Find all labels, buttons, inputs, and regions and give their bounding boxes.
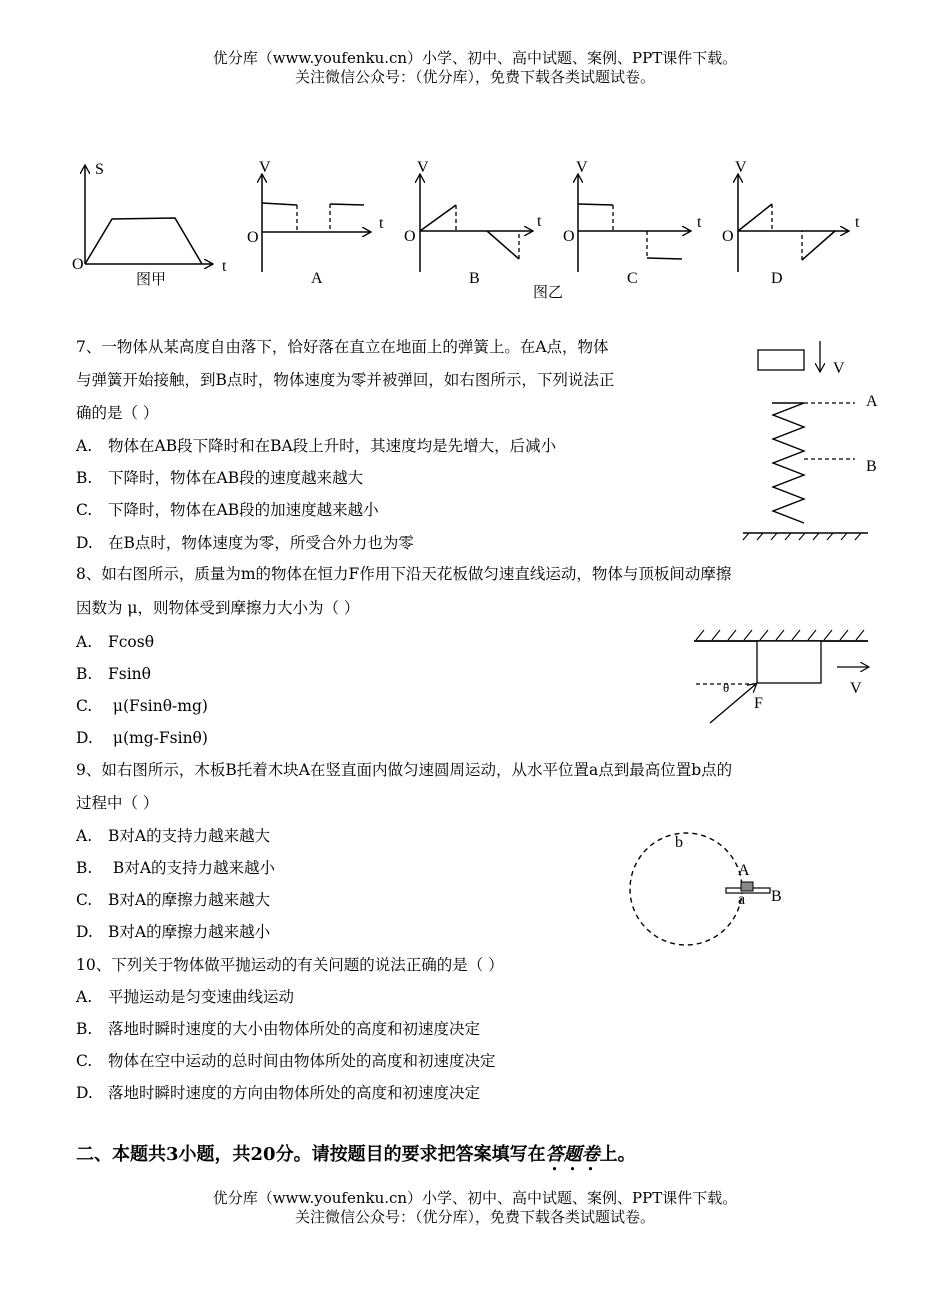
q7-option-b <box>76 467 363 489</box>
footer-line-1: 优分库（www.youfenku.cn）小学、初中、高中试题、案例、PPT课件下载。 <box>212 1189 738 1207</box>
q7-option-a-text: 物体在AB段下降时和在BA段上升时，其速度均是先增大，后减小 <box>108 437 557 455</box>
q10-option-b-letter: B. <box>76 1020 93 1038</box>
graph-b-label: B <box>469 270 480 287</box>
q8-option-c-letter: C. <box>76 697 93 715</box>
q7-option-c-letter: C. <box>76 501 93 519</box>
graph-d <box>722 159 860 287</box>
figure-6-graphs <box>0 150 950 310</box>
q9-option-d <box>76 921 270 943</box>
force-arrow <box>710 684 756 723</box>
spring-coil <box>773 403 804 523</box>
q8-option-d <box>76 727 208 749</box>
q9-option-b <box>76 857 275 879</box>
q10-option-d-text: 落地时瞬时速度的方向由物体所处的高度和初速度决定 <box>108 1084 481 1102</box>
q7-option-c <box>76 499 379 521</box>
graph-c-x-label: t <box>697 214 702 231</box>
ceiling-figure <box>690 622 880 732</box>
graph-d-label: D <box>771 270 783 287</box>
q8-line-2: 因数为 μ，则物体受到摩擦力大小为（ ） <box>76 599 360 617</box>
q7-line-1: 7、一物体从某高度自由落下，恰好落在直立在地面上的弹簧上。在A点，物体 <box>76 338 609 356</box>
spring-v-label: V <box>833 360 845 377</box>
q9-option-a-letter: A. <box>76 827 93 845</box>
q8-option-d-text: μ(mg-Fsinθ) <box>108 729 208 747</box>
q9-option-d-text: B对A的摩擦力越来越小 <box>108 923 271 941</box>
ceiling-v-label: V <box>850 680 862 697</box>
q8-option-b-text: Fsinθ <box>108 665 151 683</box>
q10-option-d-letter: D. <box>76 1084 93 1102</box>
point-a-label: A <box>866 393 878 410</box>
q9-option-d-letter: D. <box>76 923 93 941</box>
graph-c-label: C <box>627 270 638 287</box>
graph-c <box>563 159 702 287</box>
falling-block <box>758 350 804 370</box>
block-a <box>741 882 753 891</box>
q9-option-a <box>76 825 270 847</box>
q10-option-b-text: 落地时瞬时速度的大小由物体所处的高度和初速度决定 <box>108 1020 481 1038</box>
graph-d-x-label: t <box>855 214 860 231</box>
graph-c-origin-label: O <box>563 228 575 245</box>
q7-line-3: 确的是（ ） <box>76 404 159 422</box>
q8-line-1: 8、如右图所示，质量为m的物体在恒力F作用下沿天花板做匀速直线运动，物体与顶板间动摩擦 <box>76 565 732 583</box>
q7-option-d-letter: D. <box>76 534 93 552</box>
q7-option-d <box>76 532 414 554</box>
q7-option-d-text: 在B点时，物体速度为零，所受合外力也为零 <box>108 534 414 552</box>
q7-option-c-text: 下降时，物体在AB段的加速度越来越小 <box>108 501 379 519</box>
graph-a <box>247 159 384 287</box>
force-f-label: F <box>754 695 763 712</box>
q10-option-d <box>76 1082 480 1104</box>
graph-jia <box>72 161 227 288</box>
graph-a-x-label: t <box>379 215 384 232</box>
q8-option-c-text: μ(Fsinθ-mg) <box>108 697 208 715</box>
q9-option-c-text: B对A的摩擦力越来越大 <box>108 891 271 909</box>
q8-option-c <box>76 695 208 717</box>
section-2-emphasis: 答题卷 <box>545 1144 600 1165</box>
q10-option-c <box>76 1050 496 1072</box>
jia-x-axis-label: t <box>222 258 227 275</box>
header-line-2: 关注微信公众号：（优分库），免费下载各类试题试卷。 <box>294 68 655 86</box>
graph-b-y-label: V <box>417 159 429 176</box>
point-b-top-label: b <box>675 834 683 851</box>
section-2-suffix: 上。 <box>599 1144 636 1165</box>
q7-line-2: 与弹簧开始接触，到B点时，物体速度为零并被弹回，如右图所示，下列说法正 <box>76 371 615 389</box>
jia-origin-label: O <box>72 256 84 273</box>
spring-figure <box>735 335 895 550</box>
q10-option-c-letter: C. <box>76 1052 93 1070</box>
graph-d-origin-label: O <box>722 228 734 245</box>
q9-option-c <box>76 889 270 911</box>
q7-option-b-letter: B. <box>76 469 93 487</box>
block-a-label: A <box>738 862 750 879</box>
ceiling-block <box>757 641 821 683</box>
q9-option-c-letter: C. <box>76 891 93 909</box>
point-b-label: B <box>866 458 877 475</box>
graph-b-x-label: t <box>537 213 542 230</box>
q10-line: 10、下列关于物体做平抛运动的有关问题的说法正确的是（ ） <box>76 956 504 974</box>
header-line-1: 优分库（www.youfenku.cn）小学、初中、高中试题、案例、PPT课件下载。 <box>212 49 738 67</box>
footer-line-2: 关注微信公众号：（优分库），免费下载各类试题试卷。 <box>294 1208 655 1226</box>
dashed-circle <box>630 833 742 945</box>
q7-option-b-text: 下降时，物体在AB段的速度越来越大 <box>108 469 364 487</box>
q9-option-b-text: B对A的支持力越来越小 <box>108 859 276 877</box>
circle-figure <box>620 825 800 955</box>
q8-option-b-letter: B. <box>76 665 93 683</box>
q10-option-a <box>76 986 294 1008</box>
q9-line-2: 过程中（ ） <box>76 794 159 812</box>
graph-b-origin-label: O <box>404 228 416 245</box>
q8-option-b <box>76 663 151 685</box>
theta-label: θ <box>723 680 730 695</box>
q8-option-a-text: Fcosθ <box>108 633 155 651</box>
graph-a-origin-label: O <box>247 229 259 246</box>
q10-option-b <box>76 1018 480 1040</box>
q10-option-a-letter: A. <box>76 988 93 1006</box>
q10-option-c-text: 物体在空中运动的总时间由物体所处的高度和初速度决定 <box>108 1052 496 1070</box>
jia-y-axis-label: S <box>95 161 104 178</box>
graph-c-y-label: V <box>576 159 588 176</box>
q9-option-b-letter: B. <box>76 859 93 877</box>
q9-line-1: 9、如右图所示，木板B托着木块A在竖直面内做匀速圆周运动，从水平位置a点到最高位置b点的 <box>76 761 733 779</box>
section-2-heading <box>76 1143 636 1175</box>
section-2-prefix: 二、本题共3小题，共20分。请按题目的要求把答案填写在 <box>76 1144 546 1165</box>
graph-a-label: A <box>311 270 323 287</box>
q8-option-d-letter: D. <box>76 729 93 747</box>
caption-yi: 图乙 <box>533 283 564 301</box>
q8-option-a-letter: A. <box>76 633 93 651</box>
q8-option-a <box>76 631 154 653</box>
q9-option-a-text: B对A的支持力越来越大 <box>108 827 271 845</box>
q7-option-a <box>76 435 556 457</box>
graph-b <box>404 159 542 287</box>
q10-option-a-text: 平抛运动是匀变速曲线运动 <box>108 988 295 1006</box>
graph-d-y-label: V <box>735 159 747 176</box>
q7-option-a-letter: A. <box>76 437 93 455</box>
board-b-label: B <box>771 888 782 905</box>
point-a-pos-label: a <box>738 891 746 908</box>
graph-a-y-label: V <box>259 159 271 176</box>
caption-jia: 图甲 <box>136 270 167 288</box>
